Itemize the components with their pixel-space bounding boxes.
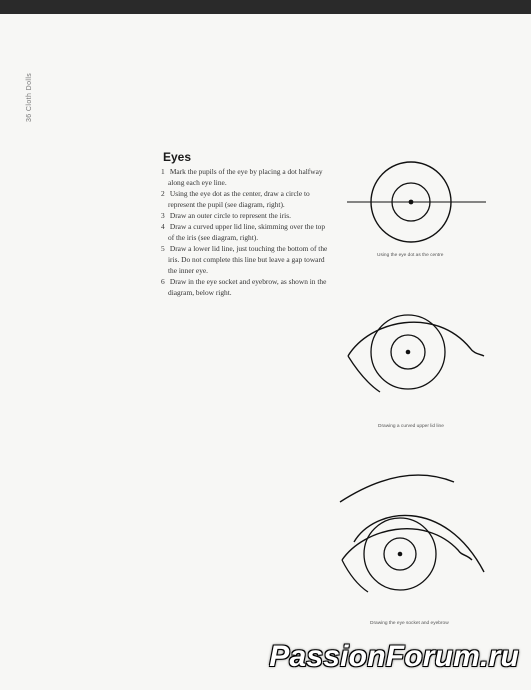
running-head: 36 Cloth Dolls <box>26 72 33 122</box>
step-text: Draw in the eye socket and eyebrow, as shown in the diagram, below right. <box>168 277 327 297</box>
step-number: 2 <box>161 189 165 198</box>
step-text: Draw a curved upper lid line, skimming over the top of the iris (see diagram, right). <box>168 222 326 242</box>
step-number: 5 <box>161 244 165 253</box>
section-title: Eyes <box>163 150 192 164</box>
step-number: 6 <box>161 277 165 286</box>
instruction-step <box>159 210 329 221</box>
instruction-step <box>159 276 329 298</box>
instruction-list <box>159 166 329 298</box>
watermark: PassionForum.ru <box>269 640 519 673</box>
step-text: Using the eye dot as the center, draw a circle to represent the pupil (see diagram, right). <box>168 189 310 209</box>
eye-socket-diagram <box>334 468 494 618</box>
instruction-step <box>159 166 329 188</box>
step-text: Mark the pupils of the eye by placing a dot halfway along each eye line. <box>168 167 323 187</box>
instruction-step <box>159 188 329 210</box>
figure-caption: Drawing the eye socket and eyebrow <box>370 621 449 626</box>
step-text: Draw an outer circle to represent the iris. <box>169 211 291 220</box>
figure-caption: Using the eye dot as the centre <box>377 253 444 258</box>
figure-caption: Drawing a curved upper lid line <box>378 424 444 429</box>
eye-circles-diagram <box>335 158 495 253</box>
step-text: Draw a lower lid line, just touching the bottom of the iris. Do not complete this line but leave a gap toward the inner eye. <box>168 244 328 275</box>
step-number: 3 <box>161 211 165 220</box>
eye-lid-diagram <box>340 310 490 410</box>
step-number: 4 <box>161 222 165 231</box>
instruction-step <box>159 221 329 243</box>
instruction-step <box>159 243 329 276</box>
step-number: 1 <box>161 167 165 176</box>
scan-top-edge <box>0 0 531 14</box>
